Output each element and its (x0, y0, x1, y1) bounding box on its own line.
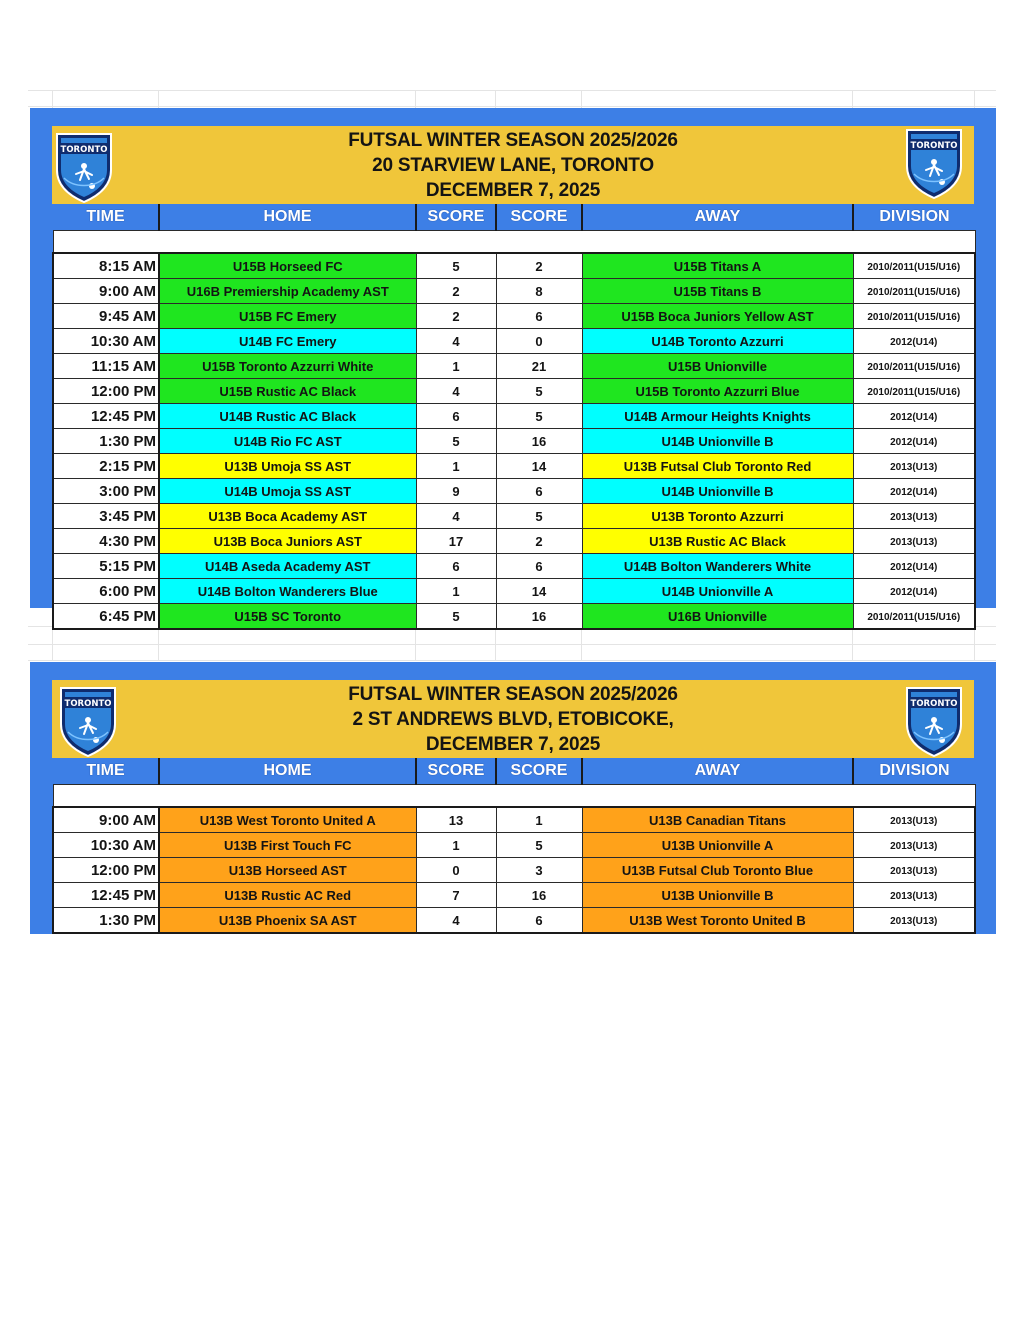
grid-line (28, 90, 996, 91)
away-team: U14B Unionville B (582, 479, 853, 504)
home-score: 1 (416, 833, 496, 858)
home-team: U13B Rustic AC Red (159, 883, 416, 908)
game-row (53, 304, 975, 329)
away-score: 14 (496, 579, 582, 604)
toronto-crest-icon (58, 684, 118, 758)
spacer-cell (53, 785, 975, 808)
spacer-row (53, 231, 975, 254)
game-row (53, 858, 975, 883)
home-team: U14B Aseda Academy AST (159, 554, 416, 579)
column-header-division: DIVISION (853, 204, 975, 231)
away-team: U16B Unionville (582, 604, 853, 630)
away-team: U13B Unionville A (582, 833, 853, 858)
away-team: U15B Toronto Azzurri Blue (582, 379, 853, 404)
game-time: 12:00 PM (53, 379, 159, 404)
game-time: 8:15 AM (53, 253, 159, 279)
toronto-crest-icon (54, 130, 114, 204)
division: 2012(U14) (853, 404, 975, 429)
away-score: 5 (496, 833, 582, 858)
division: 2013(U13) (853, 883, 975, 908)
division: 2013(U13) (853, 807, 975, 833)
game-time: 3:45 PM (53, 504, 159, 529)
division: 2013(U13) (853, 504, 975, 529)
column-header-division: DIVISION (853, 758, 975, 785)
away-team: U13B Rustic AC Black (582, 529, 853, 554)
home-team: U15B SC Toronto (159, 604, 416, 630)
game-time: 9:45 AM (53, 304, 159, 329)
home-team: U13B Boca Juniors AST (159, 529, 416, 554)
game-row (53, 454, 975, 479)
division: 2012(U14) (853, 329, 975, 354)
event-date: DECEMBER 7, 2025 (425, 734, 601, 755)
home-score: 0 (416, 858, 496, 883)
away-score: 3 (496, 858, 582, 883)
away-score: 2 (496, 253, 582, 279)
season-title: FUTSAL WINTER SEASON 2025/2026 (348, 684, 678, 705)
game-row (53, 529, 975, 554)
away-score: 2 (496, 529, 582, 554)
away-score: 6 (496, 304, 582, 329)
home-score: 4 (416, 379, 496, 404)
away-team: U15B Titans A (582, 253, 853, 279)
grid-line (28, 660, 996, 661)
away-score: 1 (496, 807, 582, 833)
home-score: 2 (416, 304, 496, 329)
away-score: 14 (496, 454, 582, 479)
game-time: 9:00 AM (53, 279, 159, 304)
column-header-score-home: SCORE (416, 758, 496, 785)
toronto-crest-icon (904, 126, 964, 200)
grid-line (28, 644, 996, 645)
home-team: U16B Premiership Academy AST (159, 279, 416, 304)
away-score: 5 (496, 379, 582, 404)
away-score: 5 (496, 504, 582, 529)
division: 2013(U13) (853, 529, 975, 554)
home-team: U14B Rio FC AST (159, 429, 416, 454)
away-team: U13B Unionville B (582, 883, 853, 908)
home-score: 2 (416, 279, 496, 304)
column-header-score-away: SCORE (496, 758, 582, 785)
schedule-banner (52, 680, 974, 758)
game-time: 12:45 PM (53, 404, 159, 429)
svg-text:TORONTO: TORONTO (910, 699, 958, 709)
schedule-panel-starview (30, 108, 996, 625)
games-table (52, 758, 976, 934)
column-header-away: AWAY (582, 204, 853, 231)
game-time: 12:45 PM (53, 883, 159, 908)
grid-line (28, 106, 996, 107)
away-score: 16 (496, 604, 582, 630)
division: 2010/2011(U15/U16) (853, 604, 975, 630)
game-time: 11:15 AM (53, 354, 159, 379)
game-time: 4:30 PM (53, 529, 159, 554)
home-team: U14B Rustic AC Black (159, 404, 416, 429)
away-score: 21 (496, 354, 582, 379)
spacer-cell (53, 231, 975, 254)
venue-address: 2 ST ANDREWS BLVD, ETOBICOKE, (352, 709, 674, 730)
game-time: 1:30 PM (53, 908, 159, 934)
home-score: 4 (416, 504, 496, 529)
game-row (53, 354, 975, 379)
game-time: 1:30 PM (53, 429, 159, 454)
svg-text:TORONTO: TORONTO (910, 141, 958, 151)
game-time: 6:45 PM (53, 604, 159, 630)
away-team: U13B Toronto Azzurri (582, 504, 853, 529)
game-row (53, 908, 975, 934)
home-team: U15B Horseed FC (159, 253, 416, 279)
away-team: U13B Canadian Titans (582, 807, 853, 833)
column-header-time: TIME (53, 204, 159, 231)
game-time: 10:30 AM (53, 833, 159, 858)
game-time: 5:15 PM (53, 554, 159, 579)
home-score: 6 (416, 404, 496, 429)
venue-address: 20 STARVIEW LANE, TORONTO (372, 155, 654, 176)
away-score: 0 (496, 329, 582, 354)
away-team: U13B Futsal Club Toronto Blue (582, 858, 853, 883)
game-time: 6:00 PM (53, 579, 159, 604)
game-row (53, 379, 975, 404)
column-header-score-home: SCORE (416, 204, 496, 231)
game-row (53, 253, 975, 279)
away-team: U14B Armour Heights Knights (582, 404, 853, 429)
away-team: U15B Boca Juniors Yellow AST (582, 304, 853, 329)
game-row (53, 504, 975, 529)
game-row (53, 429, 975, 454)
away-score: 8 (496, 279, 582, 304)
away-team: U15B Titans B (582, 279, 853, 304)
games-table (52, 204, 976, 630)
game-time: 12:00 PM (53, 858, 159, 883)
division: 2010/2011(U15/U16) (853, 253, 975, 279)
away-score: 6 (496, 908, 582, 934)
away-score: 6 (496, 479, 582, 504)
home-score: 5 (416, 253, 496, 279)
division: 2010/2011(U15/U16) (853, 304, 975, 329)
schedule-panel-etobicoke (30, 662, 996, 934)
home-team: U15B FC Emery (159, 304, 416, 329)
division: 2012(U14) (853, 429, 975, 454)
game-row (53, 833, 975, 858)
game-time: 9:00 AM (53, 807, 159, 833)
svg-text:TORONTO: TORONTO (64, 699, 112, 709)
home-team: U14B Bolton Wanderers Blue (159, 579, 416, 604)
home-score: 4 (416, 908, 496, 934)
game-time: 2:15 PM (53, 454, 159, 479)
division: 2010/2011(U15/U16) (853, 279, 975, 304)
away-team: U15B Unionville (582, 354, 853, 379)
home-score: 13 (416, 807, 496, 833)
game-row (53, 404, 975, 429)
away-team: U13B Futsal Club Toronto Red (582, 454, 853, 479)
away-score: 16 (496, 883, 582, 908)
home-score: 1 (416, 354, 496, 379)
game-time: 10:30 AM (53, 329, 159, 354)
home-score: 5 (416, 429, 496, 454)
game-row (53, 479, 975, 504)
table-header-row (53, 758, 975, 785)
home-team: U13B West Toronto United A (159, 807, 416, 833)
home-team: U13B Boca Academy AST (159, 504, 416, 529)
column-header-away: AWAY (582, 758, 853, 785)
division: 2012(U14) (853, 554, 975, 579)
division: 2013(U13) (853, 454, 975, 479)
division: 2010/2011(U15/U16) (853, 354, 975, 379)
home-score: 7 (416, 883, 496, 908)
home-team: U13B Umoja SS AST (159, 454, 416, 479)
away-score: 6 (496, 554, 582, 579)
away-team: U14B Toronto Azzurri (582, 329, 853, 354)
game-row (53, 554, 975, 579)
home-score: 5 (416, 604, 496, 630)
away-score: 16 (496, 429, 582, 454)
season-title: FUTSAL WINTER SEASON 2025/2026 (348, 130, 678, 151)
game-row (53, 579, 975, 604)
home-team: U15B Rustic AC Black (159, 379, 416, 404)
home-score: 4 (416, 329, 496, 354)
column-header-time: TIME (53, 758, 159, 785)
home-score: 6 (416, 554, 496, 579)
column-header-home: HOME (159, 204, 416, 231)
home-team: U14B FC Emery (159, 329, 416, 354)
game-row (53, 279, 975, 304)
home-team: U15B Toronto Azzurri White (159, 354, 416, 379)
division: 2013(U13) (853, 833, 975, 858)
game-row (53, 604, 975, 630)
division: 2012(U14) (853, 579, 975, 604)
home-team: U13B Phoenix SA AST (159, 908, 416, 934)
spacer-row (53, 785, 975, 808)
home-score: 1 (416, 579, 496, 604)
away-team: U13B West Toronto United B (582, 908, 853, 934)
away-score: 5 (496, 404, 582, 429)
away-team: U14B Bolton Wanderers White (582, 554, 853, 579)
toronto-crest-icon (904, 684, 964, 758)
game-row (53, 807, 975, 833)
away-team: U14B Unionville B (582, 429, 853, 454)
home-team: U13B First Touch FC (159, 833, 416, 858)
division: 2012(U14) (853, 479, 975, 504)
division: 2013(U13) (853, 908, 975, 934)
home-team: U13B Horseed AST (159, 858, 416, 883)
event-date: DECEMBER 7, 2025 (425, 180, 601, 201)
svg-text:TORONTO: TORONTO (60, 145, 108, 155)
home-team: U14B Umoja SS AST (159, 479, 416, 504)
table-header-row (53, 204, 975, 231)
away-team: U14B Unionville A (582, 579, 853, 604)
schedule-banner (52, 126, 974, 204)
division: 2010/2011(U15/U16) (853, 379, 975, 404)
home-score: 9 (416, 479, 496, 504)
column-header-score-away: SCORE (496, 204, 582, 231)
column-header-home: HOME (159, 758, 416, 785)
home-score: 17 (416, 529, 496, 554)
home-score: 1 (416, 454, 496, 479)
game-row (53, 883, 975, 908)
game-time: 3:00 PM (53, 479, 159, 504)
division: 2013(U13) (853, 858, 975, 883)
game-row (53, 329, 975, 354)
